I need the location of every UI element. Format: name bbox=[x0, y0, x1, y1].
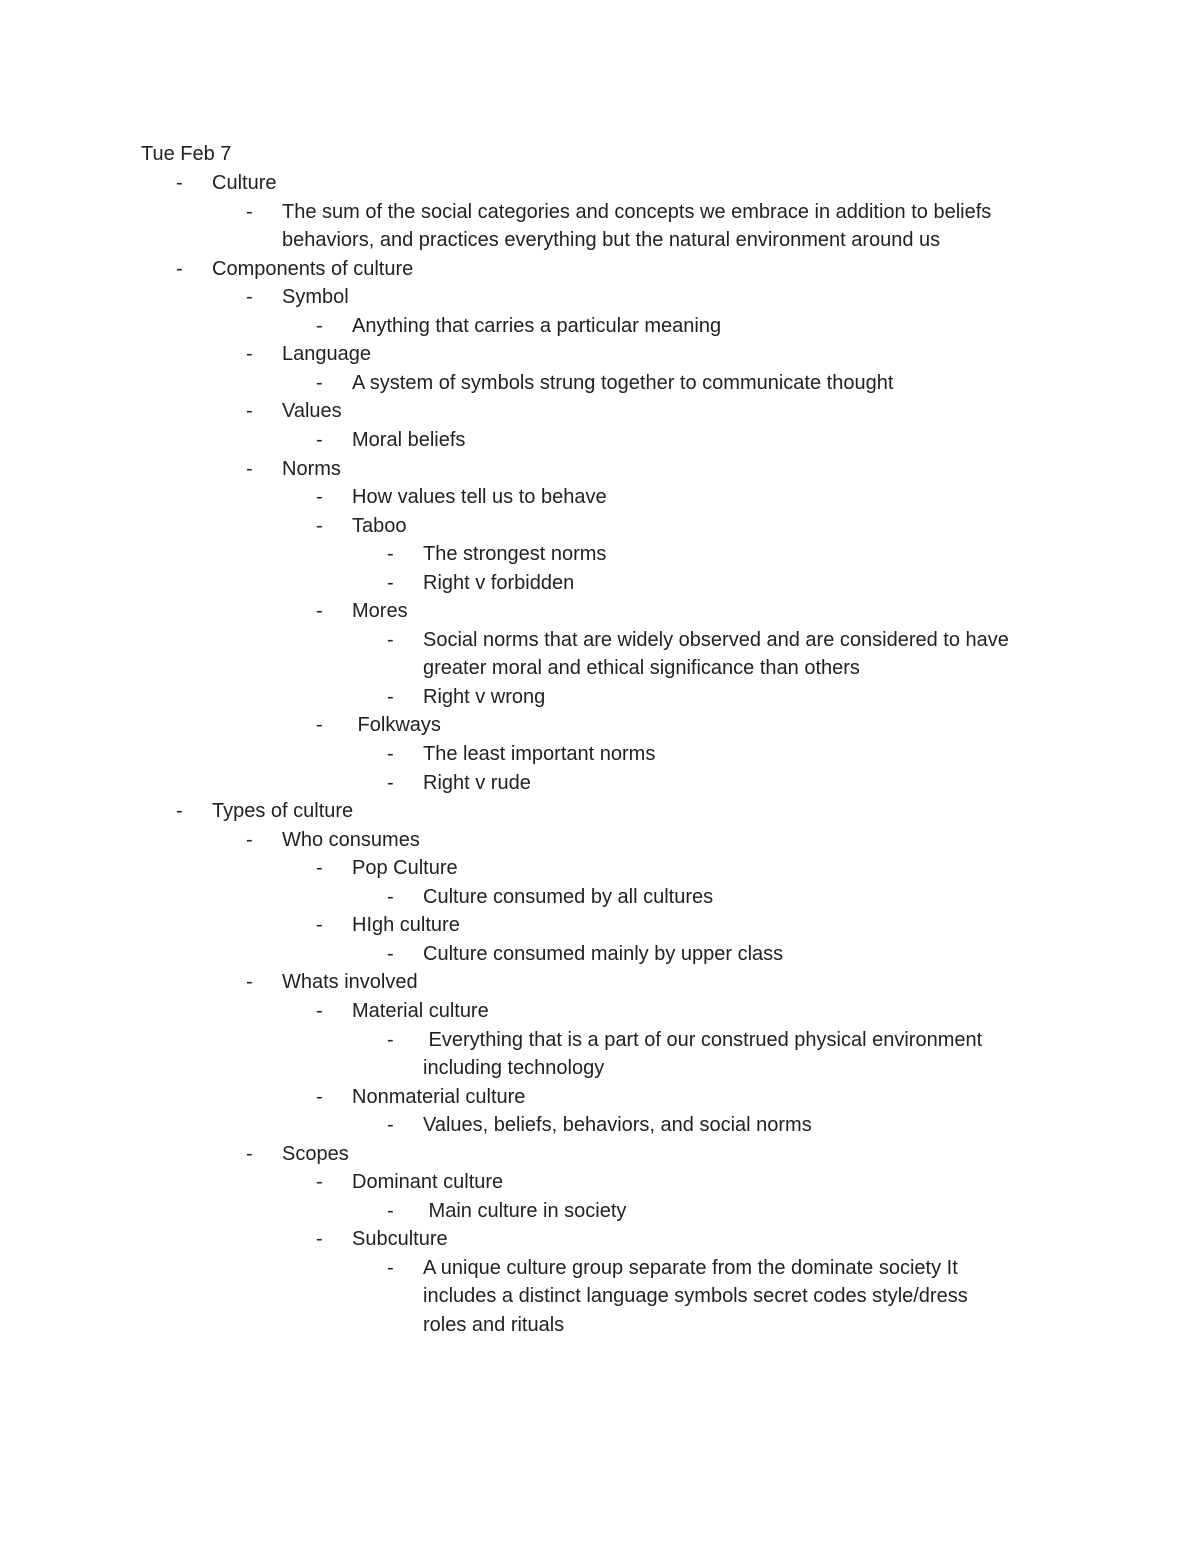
outline-item-text: Moral beliefs bbox=[352, 428, 466, 451]
outline-item-text: Culture bbox=[212, 172, 277, 194]
outline-item-text: A system of symbols strung together to communicate thought bbox=[352, 371, 894, 394]
outline-item-text: Everything that is a part of our construed physical environment bbox=[423, 1028, 983, 1051]
bullet-dash: - bbox=[316, 1171, 323, 1194]
outline-item-text: Pop Culture bbox=[352, 857, 458, 880]
outline-item-text: behaviors, and practices everything but the natural environment around us bbox=[282, 229, 941, 252]
outline-item-text: Scopes bbox=[282, 1142, 349, 1165]
outline-item-text: including technology bbox=[423, 1057, 605, 1080]
bullet-dash: - bbox=[246, 286, 253, 309]
outline-item-text: Culture consumed by all cultures bbox=[423, 885, 714, 908]
bullet-dash: - bbox=[316, 486, 323, 509]
bullet-dash: - bbox=[246, 200, 253, 223]
bullet-dash: - bbox=[176, 800, 183, 823]
bullet-dash: - bbox=[246, 400, 253, 423]
document-title: Tue Feb 7 bbox=[141, 143, 232, 165]
outline-item-text: Nonmaterial culture bbox=[352, 1085, 526, 1108]
bullet-dash: - bbox=[316, 314, 323, 337]
outline-item-text: Right v forbidden bbox=[423, 571, 575, 594]
bullet-dash: - bbox=[316, 428, 323, 451]
bullet-dash: - bbox=[246, 343, 253, 366]
bullet-dash: - bbox=[316, 714, 323, 737]
outline-item-text: Who consumes bbox=[282, 828, 420, 851]
bullet-dash: - bbox=[387, 771, 394, 794]
bullet-dash: - bbox=[316, 1085, 323, 1108]
bullet-dash: - bbox=[316, 857, 323, 880]
outline-item-text: The strongest norms bbox=[423, 543, 607, 566]
bullet-dash: - bbox=[316, 999, 323, 1022]
bullet-dash: - bbox=[246, 457, 253, 480]
outline-item-text: Dominant culture bbox=[352, 1171, 504, 1194]
bullet-dash: - bbox=[316, 914, 323, 937]
bullet-dash: - bbox=[316, 514, 323, 537]
bullet-dash: - bbox=[176, 257, 183, 280]
outline-item-text: Whats involved bbox=[282, 971, 418, 994]
bullet-dash: - bbox=[316, 371, 323, 394]
bullet-dash: - bbox=[387, 885, 394, 908]
outline-item-text: Values, beliefs, behaviors, and social norms bbox=[423, 1114, 812, 1137]
outline-item-text: Values bbox=[282, 400, 342, 423]
bullet-dash: - bbox=[176, 172, 183, 194]
outline-item-text: Right v rude bbox=[423, 771, 531, 794]
bullet-dash: - bbox=[246, 828, 253, 851]
bullet-dash: - bbox=[387, 1028, 394, 1051]
bullet-dash: - bbox=[387, 1199, 394, 1222]
bullet-dash: - bbox=[246, 971, 253, 994]
outline-item-text: Mores bbox=[352, 600, 408, 623]
bullet-dash: - bbox=[316, 1228, 323, 1251]
outline-item-text: Symbol bbox=[282, 286, 349, 309]
bullet-dash: - bbox=[316, 600, 323, 623]
outline-item-text: roles and rituals bbox=[423, 1314, 565, 1336]
outline-item-text: Types of culture bbox=[212, 800, 354, 823]
outline-item-text: Subculture bbox=[352, 1228, 448, 1251]
outline-item-text: greater moral and ethical significance than others bbox=[423, 657, 860, 680]
bullet-dash: - bbox=[387, 942, 394, 965]
bullet-dash: - bbox=[387, 628, 394, 651]
bullet-dash: - bbox=[387, 685, 394, 708]
outline-item-text: A unique culture group separate from the dominate society It bbox=[423, 1256, 958, 1279]
outline-item-text: Main culture in society bbox=[423, 1199, 627, 1222]
outline-item-text: Language bbox=[282, 343, 371, 366]
outline-item-text: The sum of the social categories and concepts we embrace in addition to beliefs bbox=[282, 200, 992, 223]
outline-item-text: includes a distinct language symbols secret codes style/dress bbox=[423, 1285, 968, 1308]
outline-item-text: HIgh culture bbox=[352, 914, 460, 937]
outline-item-text: Taboo bbox=[352, 514, 407, 537]
outline-item-text: Folkways bbox=[352, 714, 441, 737]
outline-item-text: Components of culture bbox=[212, 257, 414, 280]
bullet-dash: - bbox=[387, 543, 394, 566]
bullet-dash: - bbox=[387, 1256, 394, 1279]
bullet-dash: - bbox=[387, 571, 394, 594]
outline-item-text: Social norms that are widely observed and are considered to have bbox=[423, 628, 1009, 651]
bullet-dash: - bbox=[246, 1142, 253, 1165]
outline-item-text: The least important norms bbox=[423, 743, 656, 765]
bullet-dash: - bbox=[387, 743, 394, 765]
outline-item-text: Right v wrong bbox=[423, 685, 546, 708]
outline-item-text: Culture consumed mainly by upper class bbox=[423, 942, 784, 965]
outline-item-text: Anything that carries a particular meaning bbox=[352, 314, 722, 337]
outline-item-text: Material culture bbox=[352, 999, 489, 1022]
outline-item-text: Norms bbox=[282, 457, 341, 480]
bullet-dash: - bbox=[387, 1114, 394, 1137]
outline-item-text: How values tell us to behave bbox=[352, 486, 607, 509]
